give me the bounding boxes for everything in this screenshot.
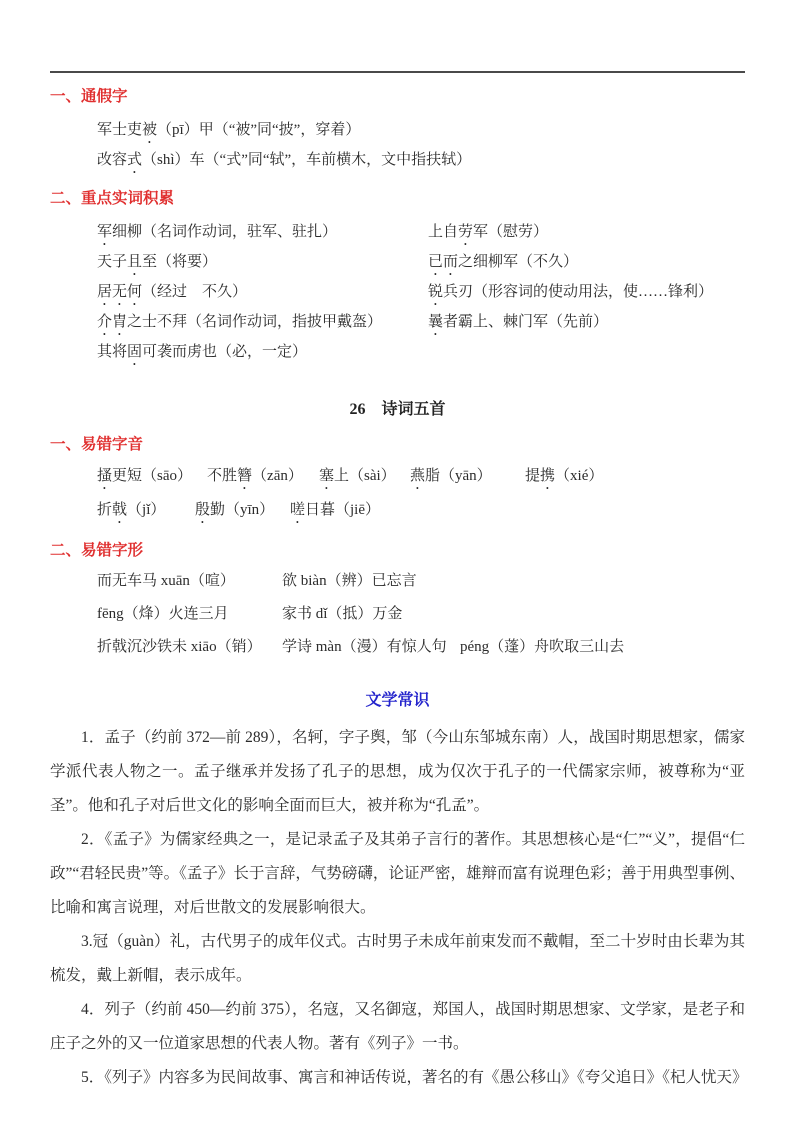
shici-row	[50, 247, 745, 277]
zixing-item: péng（蓬）舟吹取三山去	[460, 639, 625, 655]
heading-ziyin: 一、易错字音	[50, 436, 144, 453]
zixing-list	[50, 565, 745, 664]
pinyin-item	[97, 459, 207, 493]
emphasized-char: 已而	[428, 254, 459, 270]
emphasized-char: 曩	[428, 314, 444, 330]
emphasized-char: 固	[127, 344, 143, 360]
text-run: （xié）	[555, 468, 604, 484]
ziyin-line	[50, 459, 745, 493]
top-rule	[50, 71, 745, 73]
heading-zixing: 二、易错字形	[50, 542, 144, 559]
zixing-item: 家书 dǐ（抵）万金	[282, 606, 403, 622]
emphasized-char: 劳	[458, 224, 474, 240]
zixing-line	[50, 565, 745, 598]
pinyin-item	[319, 459, 410, 493]
text-run: 之细柳军（不久）	[458, 254, 579, 270]
emphasized-char: 军	[97, 224, 113, 240]
text-run: 兵刃（形容词的使动用法，使……锋利）	[443, 284, 714, 300]
shici-row	[50, 337, 745, 367]
pinyin-item	[525, 459, 603, 493]
emphasized-char: 式	[127, 152, 143, 168]
literary-paragraph: 4．列子（约前 450—约前 375），名寇，又名御寇，郑国人，战国时期思想家、文学家，是老子和庄子之外的又一位道家思想的代表人物。著有《列子》一书。	[50, 1001, 745, 1052]
pinyin-item	[207, 459, 319, 493]
tongjiazi-list	[50, 115, 745, 175]
text-run: （pī）甲（“被”同“披”，穿着）	[157, 122, 361, 138]
shici-left-cell	[97, 337, 428, 367]
text-run: 细柳（名词作动词，驻军、驻扎）	[112, 224, 338, 240]
text-run: 上自	[428, 224, 459, 240]
literary-paragraphs	[50, 721, 748, 1095]
heading-shici: 二、重点实词积累	[50, 190, 175, 207]
pinyin-item	[290, 493, 380, 527]
zixing-item: fēng（烽）火连三月	[97, 606, 229, 622]
emphasized-char: 戟	[112, 502, 128, 518]
zixing-item: 而无车马 xuān（喧）	[97, 573, 235, 589]
shici-right-cell	[428, 337, 745, 367]
literary-paragraph: 1．孟子（约前 372—前 289），名轲，字子舆，邹（今山东邹城东南）人，战国时期思想家，儒家学派代表人物之一。孟子继承并发扬了孔子的思想，成为仅次于孔子的一代儒家宗师，被尊称为“亚圣”。他和孔子对后世文化的影响全面而巨大，被并称为“孔孟”。	[50, 729, 745, 814]
text-run: （jǐ）	[127, 502, 166, 518]
text-run: 军士吏	[97, 122, 143, 138]
literary-paragraph: 2．《孟子》为儒家经典之一，是记录孟子及其弟子言行的著作。其思想核心是“仁”“义”，提倡“仁政”“君轻民贵”等。《孟子》长于言辞，气势磅礴，论证严密，雄辩而富有说理色彩；善于用典型事例、比喻和寓言说理，对后世散文的发展影响很大。	[50, 831, 745, 916]
text-run: （shì）车（“式”同“轼”，车前横木，文中指扶轼）	[142, 152, 472, 168]
text-run: 改容	[97, 152, 128, 168]
text-run: 脂（yān）	[425, 468, 492, 484]
text-run: 上（sài）	[334, 468, 396, 484]
shici-row	[50, 277, 745, 307]
ziyin-line	[50, 493, 745, 527]
lesson-title: 26 诗词五首	[349, 401, 446, 418]
zixing-line	[50, 631, 745, 664]
text-run: 折	[97, 502, 113, 518]
emphasized-char: 塞	[319, 468, 335, 484]
zixing-item: 欲 biàn（辨）已忘言	[282, 573, 417, 589]
text-run: 日暮（jiē）	[305, 502, 381, 518]
text-run: 至（将要）	[142, 254, 218, 270]
text-run: 之士不拜（名词作动词，指披甲戴盔）	[127, 314, 383, 330]
zixing-item: 学诗 màn（漫）有惊人句	[282, 639, 447, 655]
heading-literary-knowledge: 文学常识	[365, 692, 430, 709]
text-run: 可袭而虏也（必，一定）	[142, 344, 308, 360]
shici-left-cell	[97, 247, 428, 277]
tongjiazi-line	[50, 115, 745, 145]
text-run: 军（慰劳）	[473, 224, 549, 240]
tongjiazi-line	[50, 145, 745, 175]
literary-paragraph: 5．《列子》内容多为民间故事、寓言和神话传说，著名的有《愚公移山》《夸父追日》《杞人忧天》	[81, 1069, 748, 1086]
literary-paragraph: 3.冠（guàn）礼，古代男子的成年仪式。古时男子未成年前束发而不戴帽，至二十岁时由长辈为其梳发，戴上新帽，表示成年。	[50, 933, 745, 984]
emphasized-char: 簪	[237, 468, 253, 484]
text-run: （zān）	[252, 468, 303, 484]
text-run: 其将	[97, 344, 128, 360]
emphasized-char: 燕	[410, 468, 426, 484]
text-run: 不胜	[207, 468, 238, 484]
emphasized-char: 且	[127, 254, 143, 270]
text-run: 者霸上、棘门军（先前）	[443, 314, 609, 330]
pinyin-item	[410, 459, 525, 493]
text-run: （经过 不久）	[142, 284, 248, 300]
emphasized-char: 嗟	[290, 502, 306, 518]
emphasized-char: 介胄	[97, 314, 128, 330]
shici-left-cell	[97, 307, 428, 337]
shici-row	[50, 217, 745, 247]
text-run: 天子	[97, 254, 128, 270]
shici-row	[50, 307, 745, 337]
shici-right-cell	[428, 277, 745, 307]
text-run: 更短（sāo）	[112, 468, 193, 484]
pinyin-item	[195, 493, 290, 527]
pinyin-item	[97, 493, 195, 527]
emphasized-char: 携	[540, 468, 556, 484]
shici-right-cell	[428, 307, 745, 337]
ziyin-list	[50, 459, 745, 527]
heading-tongjiazi: 一、通假字	[50, 88, 128, 105]
emphasized-char: 居无何	[97, 284, 143, 300]
text-run: 勤（yīn）	[210, 502, 275, 518]
emphasized-char: 被	[142, 122, 158, 138]
shici-right-cell	[428, 247, 745, 277]
emphasized-char: 殷	[195, 502, 211, 518]
zixing-line	[50, 598, 745, 631]
emphasized-char: 锐	[428, 284, 444, 300]
page-content	[0, 71, 793, 1095]
zixing-item: 折戟沉沙铁未 xiāo（销）	[97, 639, 262, 655]
emphasized-char: 搔	[97, 468, 113, 484]
shici-right-cell	[428, 217, 745, 247]
shici-left-cell	[97, 217, 428, 247]
shici-table	[50, 217, 745, 367]
shici-left-cell	[97, 277, 428, 307]
text-run: 提	[525, 468, 541, 484]
